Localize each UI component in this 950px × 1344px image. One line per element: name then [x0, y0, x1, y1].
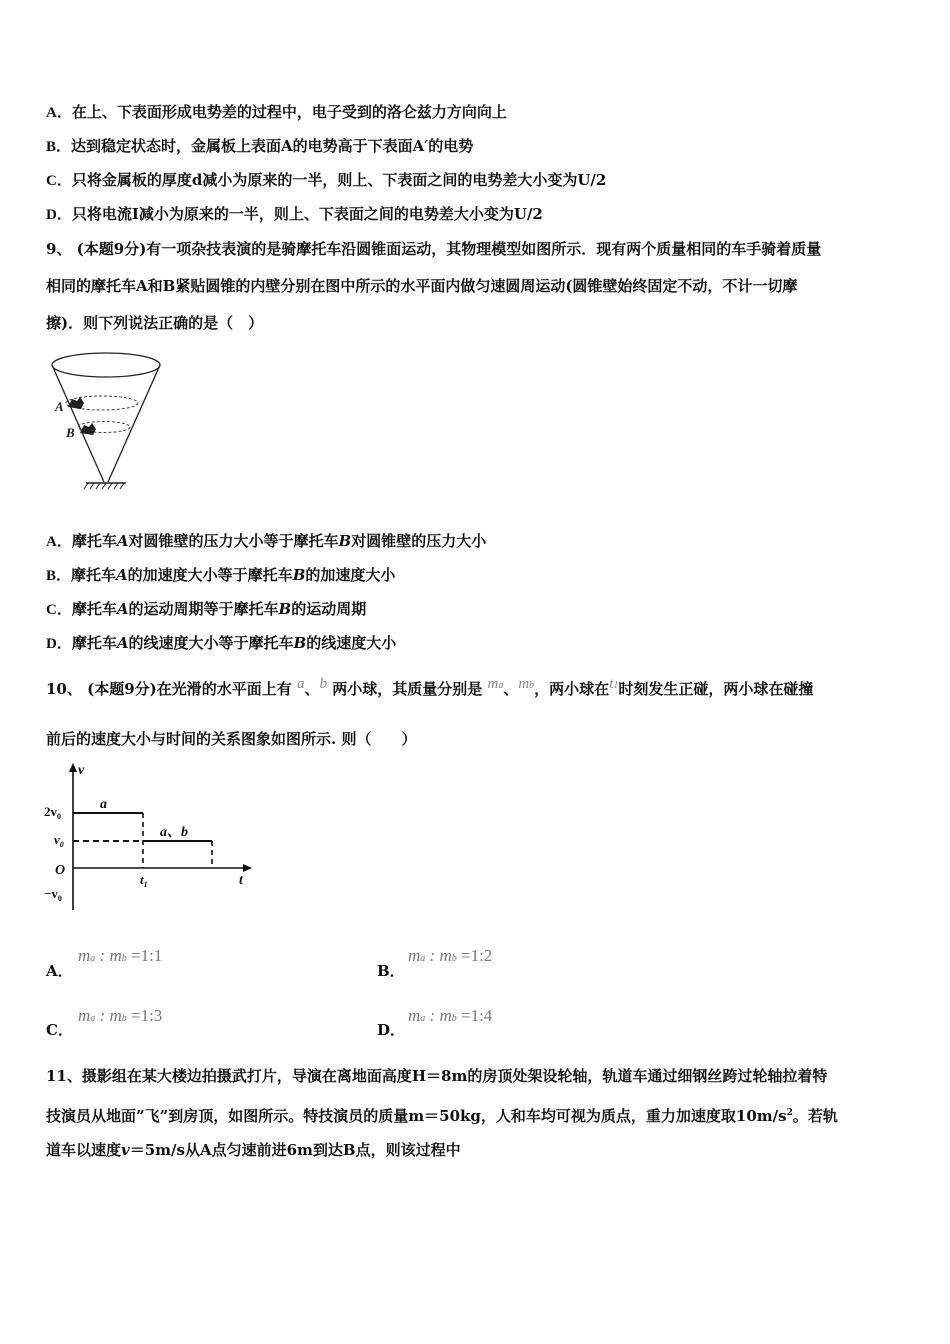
- v-axis-label: v: [78, 763, 85, 778]
- q11-stem-line1: 11、摄影组在某大楼边拍摄武打片，导演在离地面高度H＝8m的房顶处架设轮轴，轨道车通过细钢丝跨过轮轴拉着特: [46, 1067, 828, 1085]
- q11-stem-line2: 技演员从地面”飞”到房顶，如图所示。特技演员的质量m＝50kg，人和车均可视为质点，重力加速度取$10m/s^2$。若轨: [46, 1107, 838, 1125]
- cone-label-b: B: [66, 425, 75, 440]
- q9-stem-line1: 9、 (本题9分)有一项杂技表演的是骑摩托车沿圆锥面运动，其物理模型如图所示．现有两个质量相同的车手骑着质量: [46, 240, 822, 258]
- t-axis-label: t: [239, 873, 243, 888]
- q9-stem-line3: 擦)．则下列说法正确的是（ ）: [46, 314, 264, 332]
- q10-option-b-formula: ma : mb =1:2: [408, 946, 493, 965]
- tick-2v0: $2v_0$: [44, 804, 61, 821]
- q10-stem-line2: 前后的速度大小与时间的关系图象如图所示. 则（ ）: [46, 730, 417, 748]
- q10-option-d-formula: ma : mb =1:4: [408, 1006, 493, 1025]
- velocity-time-graph: [40, 760, 260, 920]
- q10-option-b-letter: B．: [377, 962, 405, 980]
- q11-stem-line3: 道车以速度v＝5m/s从A点匀速前进6m到达B点，则该过程中: [46, 1141, 461, 1159]
- q8-option-b: B．达到稳定状态时，金属板上表面A的电势高于下表面A′的电势: [46, 137, 474, 155]
- q10-option-c-formula: ma : mb =1:3: [78, 1006, 163, 1025]
- tick-v0: $v_0$: [54, 832, 64, 849]
- q8-option-c: C．只将金属板的厚度d减小为原来的一半，则上、下表面之间的电势差大小变为U/2: [46, 171, 607, 189]
- q9-stem-line2: 相同的摩托车A和B紧贴圆锥的内壁分别在图中所示的水平面内做匀速圆周运动(圆锥壁始终固定不动，不计一切摩: [46, 277, 798, 295]
- q9-option-b: B．摩托车A的加速度大小等于摩托车B的加速度大小: [46, 566, 396, 584]
- series-ab-label: a、b: [160, 825, 188, 840]
- tick-t1: $t_1$: [140, 872, 148, 889]
- cone-figure: [46, 345, 171, 495]
- q10-option-a-formula: ma : mb =1:1: [78, 946, 163, 965]
- q8-option-a: A．在上、下表面形成电势差的过程中，电子受到的洛仑兹力方向向上: [46, 103, 507, 121]
- q10-option-c-letter: C．: [46, 1021, 73, 1039]
- q8-option-d: D．只将电流I减小为原来的一半，则上、下表面之间的电势差大小变为U/2: [46, 205, 543, 223]
- origin-label: O: [55, 863, 66, 878]
- tick-neg-v0: $-v_0$: [44, 886, 62, 903]
- q10-option-d-letter: D．: [377, 1021, 406, 1039]
- q9-option-a: A．摩托车A对圆锥壁的压力大小等于摩托车B对圆锥壁的压力大小: [46, 532, 487, 550]
- q10-stem-line1: 10、 (本题9分)在光滑的水平面上有 a、b 两小球，其质量分别是 ma、mb，两小球在t1时刻发生正碰，两小球在碰撞: [46, 676, 814, 698]
- q10-option-a-letter: A．: [46, 962, 73, 980]
- cone-label-a: A: [55, 399, 64, 414]
- series-a-label: a: [100, 797, 107, 812]
- q9-option-c: C．摩托车A的运动周期等于摩托车B的运动周期: [46, 600, 367, 618]
- q9-option-d: D．摩托车A的线速度大小等于摩托车B的线速度大小: [46, 634, 397, 652]
